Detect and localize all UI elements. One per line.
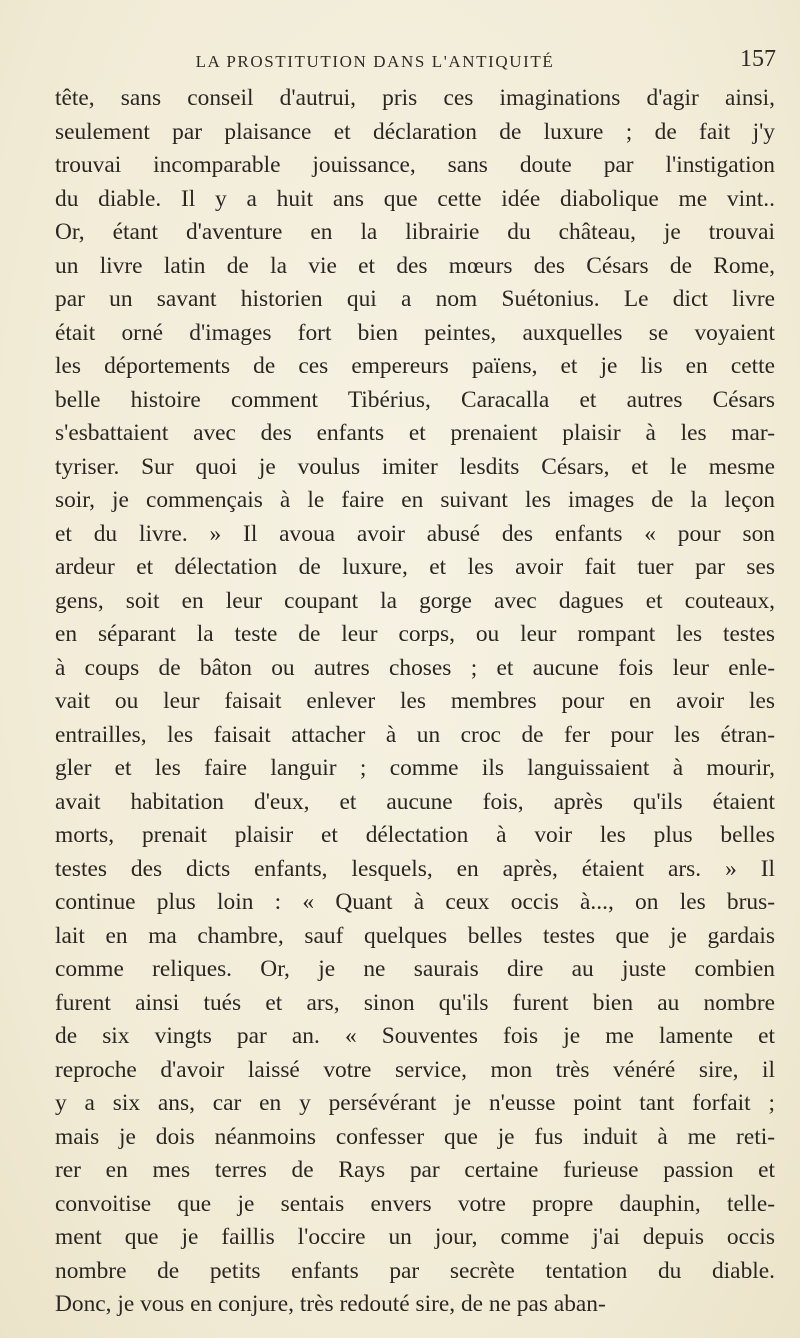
text-line: de six vingts par an. « Souventes fois je me lamente et [55, 1023, 775, 1049]
text-line: les déportements de ces empereurs païens, et je lis en cette [55, 353, 775, 379]
text-line: lait en ma chambre, sauf quelques belles testes que je gardais [55, 922, 775, 949]
text-line: ment que je faillis l'occire un jour, comme j'ai depuis occis [55, 1224, 775, 1250]
text-line: s'esbattaient avec des enfants et prenaient plaisir à les mar- [55, 420, 775, 446]
page-number: 157 [740, 46, 776, 72]
body-text [55, 82, 775, 1322]
text-line: ardeur et délectation de luxure, et les avoir fait tuer par ses [55, 554, 775, 580]
text-line: continue plus loin : « Quant à ceux occis à..., on les brus- [55, 889, 775, 915]
text-line: tête, sans conseil d'autrui, pris ces imaginations d'agir ainsi, [55, 85, 775, 111]
text-line: soir, je commençais à le faire en suivant les images de la leçon [55, 487, 775, 513]
text-line: nombre de petits enfants par secrète tentation du diable. [55, 1257, 775, 1284]
text-line: et du livre. » Il avoua avoir abusé des enfants « pour son [55, 520, 775, 547]
text-line: avait habitation d'eux, et aucune fois, après qu'ils étaient [55, 788, 775, 815]
text-line: mais je dois néanmoins confesser que je fus induit à me reti- [55, 1123, 775, 1150]
text-line: en séparant la teste de leur corps, ou leur rompant les testes [55, 621, 775, 647]
text-line: vait ou leur faisait enlever les membres pour en avoir les [55, 688, 775, 714]
text-line: Donc, je vous en conjure, très redouté sire, de ne pas aban- [55, 1291, 606, 1317]
text-line: à coups de bâton ou autres choses ; et aucune fois leur enle- [55, 654, 775, 681]
text-line: convoitise que je sentais envers votre propre dauphin, telle- [55, 1190, 775, 1217]
text-line: Or, étant d'aventure en la librairie du château, je trouvai [55, 219, 775, 245]
text-line: morts, prenait plaisir et délectation à voir les plus belles [55, 822, 775, 848]
text-line: gens, soit en leur coupant la gorge avec dagues et couteaux, [55, 587, 775, 614]
text-line: y a six ans, car en y persévérant je n'eusse point tant forfait ; [55, 1090, 775, 1116]
text-line: par un savant historien qui a nom Suétonius. Le dict livre [55, 286, 775, 312]
text-line: du diable. Il y a huit ans que cette idée diabolique me vint.. [55, 185, 775, 212]
text-line: testes des dicts enfants, lesquels, en après, étaient ars. » Il [55, 855, 775, 882]
text-line: reproche d'avoir laissé votre service, mon très vénéré sire, il [55, 1056, 775, 1083]
text-line: comme reliques. Or, je ne saurais dire au juste combien [55, 956, 775, 982]
text-line: tyriser. Sur quoi je voulus imiter lesdits Césars, et le mesme [55, 453, 775, 480]
text-line: trouvai incomparable jouissance, sans doute par l'instigation [55, 152, 775, 178]
text-line: furent ainsi tués et ars, sinon qu'ils furent bien au nombre [55, 989, 775, 1016]
text-line: un livre latin de la vie et des mœurs des Césars de Rome, [55, 252, 775, 279]
text-line: entrailles, les faisait attacher à un croc de fer pour les étran- [55, 721, 775, 748]
text-line: gler et les faire languir ; comme ils languissaient à mourir, [55, 755, 775, 781]
text-line: était orné d'images fort bien peintes, auxquelles se voyaient [55, 319, 775, 346]
text-line: seulement par plaisance et déclaration de luxure ; de fait j'y [55, 118, 775, 145]
running-head: LA PROSTITUTION DANS L'ANTIQUITÉ [195, 52, 555, 71]
text-line: rer en mes terres de Rays par certaine furieuse passion et [55, 1157, 775, 1183]
text-line: belle histoire comment Tibérius, Caracalla et autres Césars [55, 386, 775, 413]
